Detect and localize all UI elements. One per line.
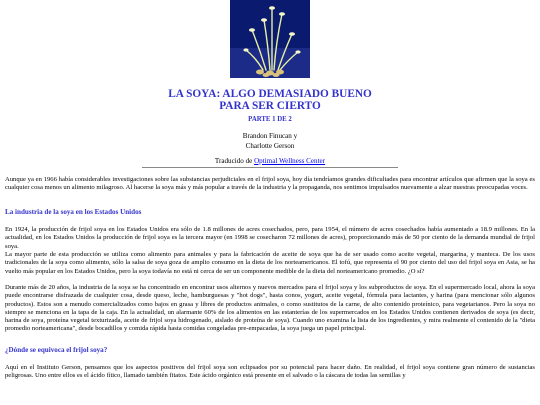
divider xyxy=(142,167,398,168)
page-title xyxy=(0,88,540,112)
authors xyxy=(0,131,540,151)
paragraph-phytic-acid: Aquí en el Instituto Gerson, pensamos que los aspectos positivos del frijol soya son eclipsados por su potencial para hacer daño. En realidad, el frijol soya contiene gran número de sustancias peligrosas. Uno entre ellos es el ácido fítico, llamado también fitatos. Este ácido orgánico está presente en el salvado o la cáscara de todas las semillas y xyxy=(5,364,535,380)
page-title-line-2: PARA SER CIERTO xyxy=(219,100,321,112)
author-1: Brandon Finucan y xyxy=(242,132,298,140)
author-2: Charlotte Gerson xyxy=(245,142,295,150)
soybean-sprouts-image xyxy=(230,0,310,78)
part-label: PARTE 1 DE 2 xyxy=(248,116,292,123)
paragraph-uses: La mayor parte de esta producción se utiliza como alimento para animales y para la fabricación de aceite de soya que ha de ser usado como aceite vegetal, margarina, y manteca. De los usos tradicionales de la soya como alimento, sólo la salsa de soya goza de amplio consumo en la dieta de los norteamericanos. El tofú, que representa el 90 por ciento del uso del frijol soya en Asia, se ha vuelto más popular en los Estados Unidos, pero la soya todavía no está ni cerca de ser un componente medible de la dieta del norteamericano promedio. ¿O sí? xyxy=(5,251,535,275)
section-heading-industry: La industria de la soya en los Estados Unidos xyxy=(5,208,142,216)
paragraph-production: En 1924, la producción de frijol soya en los Estados Unidos era sólo de 1.8 millones de acres cosechados, pero, para 1954, el número de acres cosechados había aumentado a 18.9 millones. En la actualidad, en los Estados Unidos la producción de frijol soya es la tercera mayor (en 1998 se cosecharon 72 millones de acres), proporcionando más de 50 por ciento de la demanda mundial de frijol soya. xyxy=(5,226,535,250)
page-title-line-1: LA SOYA: ALGO DEMASIADO BUENO xyxy=(168,88,372,100)
source-link[interactable]: Optimal Wellness Center xyxy=(254,157,326,165)
intro-paragraph: Aunque ya en 1966 había considerables investigaciones sobre las substancias perjudiciales en el frijol soya, hoy día tendríamos grandes dificultades para encontrar artículos que afirmen que la soya es cualquier cosa menos un alimento milagroso. Al hacerse la soya más y más popular a través de la industria y la propaganda, nos sentimos impulsados nuevamente a alzar nuestras preocupadas voces. xyxy=(5,176,535,192)
section-heading-problem: ¿Dónde se equivoca el frijol soya? xyxy=(5,346,108,354)
translation-credit xyxy=(0,157,540,165)
translated-prefix: Traducido de xyxy=(214,157,255,165)
paragraph-market: Durante más de 20 años, la industria de la soya se ha concentrado en encontrar usos alternos y nuevos mercados para el frijol soya y los subproductos de soya. En el supermercado local, ahora la soya puede encontrarse disfrazada de cualquier cosa, desde queso, leche, hamburguesas y "hot dogs", hasta conos, yogurt, aceite vegetal, fórmula para lactantes, y harina (para mencionar sólo algunos productos). Estos son a menudo comercializados como bajos en grasa y libres de productos animales, o como sustitutos de la carne, de alto contenido proteínico, para vegetarianos. Pero la soya no siempre se menciona en la tapa de la caja. En la actualidad, un alarmante 60% de los alimentos en las estanterías de los supermercados en los Estados Unidos contienen derivados de soya (es decir, harina de soya, proteína vegetal texturizada, aceite de frijol soya hidrogenado, aislado de proteína de soya). Cuando uno examina la lista de los ingredientes, y mira realmente el contenido de la "dieta promedio norteamericana", desde bocadillos y comida rápida hasta comidas congeladas pre-empacadas, la soya juega un papel principal. xyxy=(5,284,535,333)
